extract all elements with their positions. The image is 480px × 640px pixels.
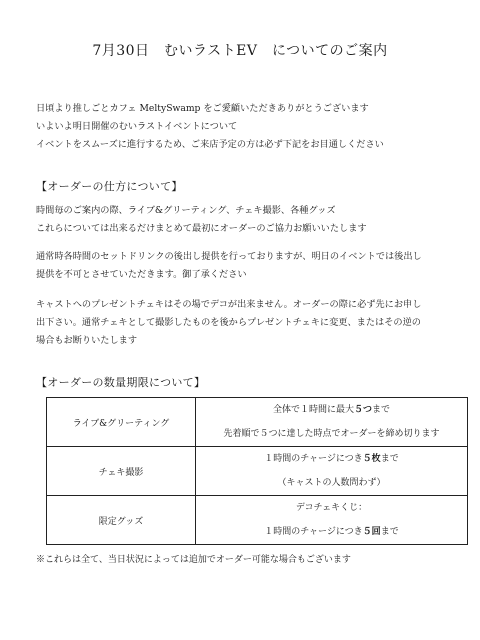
intro-line: いよいよ明日開催のむいラストイベントについて: [36, 121, 238, 132]
paragraph-line: 出下さい。通常チェキとして撮影したものを後からプレゼントチェキに変更、またはその逆の: [36, 317, 421, 328]
order-method-paragraph-1: [36, 202, 456, 238]
row-value: [196, 447, 468, 496]
value-text: まで: [380, 454, 399, 464]
value-line: [196, 398, 467, 422]
intro-line: イベントをスムーズに進行するため、ご来店予定の方は必ず下記をお目通しください: [36, 139, 384, 150]
row-label: 限定グッズ: [47, 496, 196, 545]
value-text: １時間のチャージにつき: [264, 527, 363, 537]
value-line: [196, 447, 467, 471]
value-text: １時間のチャージにつき: [264, 454, 363, 464]
value-text: まで: [380, 527, 399, 537]
value-line: 先着順で５つに達した時点でオーダーを締め切ります: [223, 429, 440, 439]
value-line: （キャストの人数問わず）: [277, 478, 386, 488]
order-method-paragraph-2: [36, 248, 456, 284]
paragraph-line: 時間毎のご案内の際、ライブ&グリーティング、チェキ撮影、各種グッズ: [36, 205, 336, 216]
row-label: ライブ&グリーティング: [47, 398, 196, 447]
intro-paragraph: [36, 100, 456, 154]
paragraph-line: 通常時各時間のセットドリンクの後出し提供を行っておりますが、明日のイベントでは後出し: [36, 251, 422, 262]
section-heading-order-method: 【オーダーの仕方について】: [36, 180, 183, 193]
value-emphasis: ５回: [362, 527, 381, 537]
value-emphasis: ５つ: [353, 405, 372, 415]
row-label: チェキ撮影: [47, 447, 196, 496]
value-line: [196, 520, 467, 544]
page-title: 7月30日 むいラストEV についてのご案内: [92, 43, 388, 59]
value-text: 全体で１時間に最大: [272, 405, 354, 415]
paragraph-line: 提供を不可とさせていただきます。御了承ください: [36, 269, 247, 280]
section-heading-quantity-limits: 【オーダーの数量期限について】: [36, 376, 206, 389]
table-row: [47, 398, 468, 447]
footnote: ※これらは全て、当日状況によっては追加でオーダー可能な場合もございます: [36, 555, 351, 565]
paragraph-line: これらについては出来るだけまとめて最初にオーダーのご協力お願いいたします: [36, 223, 367, 234]
order-method-paragraph-3: [36, 296, 456, 350]
intro-line: 日頃より推しごとカフェ MeltySwamp をご愛顧いただきありがとうございます: [36, 103, 369, 114]
table-row: [47, 447, 468, 496]
value-line: デコチェキくじ：: [295, 503, 368, 513]
value-emphasis: ５枚: [362, 454, 381, 464]
paragraph-line: キャストへのプレゼントチェキはその場でデコが出来ません。オーダーの際に必ず先にお申し: [36, 299, 422, 310]
table-row: [47, 496, 468, 545]
quantity-limits-table: [46, 397, 468, 545]
row-value: [196, 398, 468, 447]
value-text: まで: [372, 405, 391, 415]
row-value: [196, 496, 468, 545]
paragraph-line: 場合もお断りいたします: [36, 335, 138, 346]
